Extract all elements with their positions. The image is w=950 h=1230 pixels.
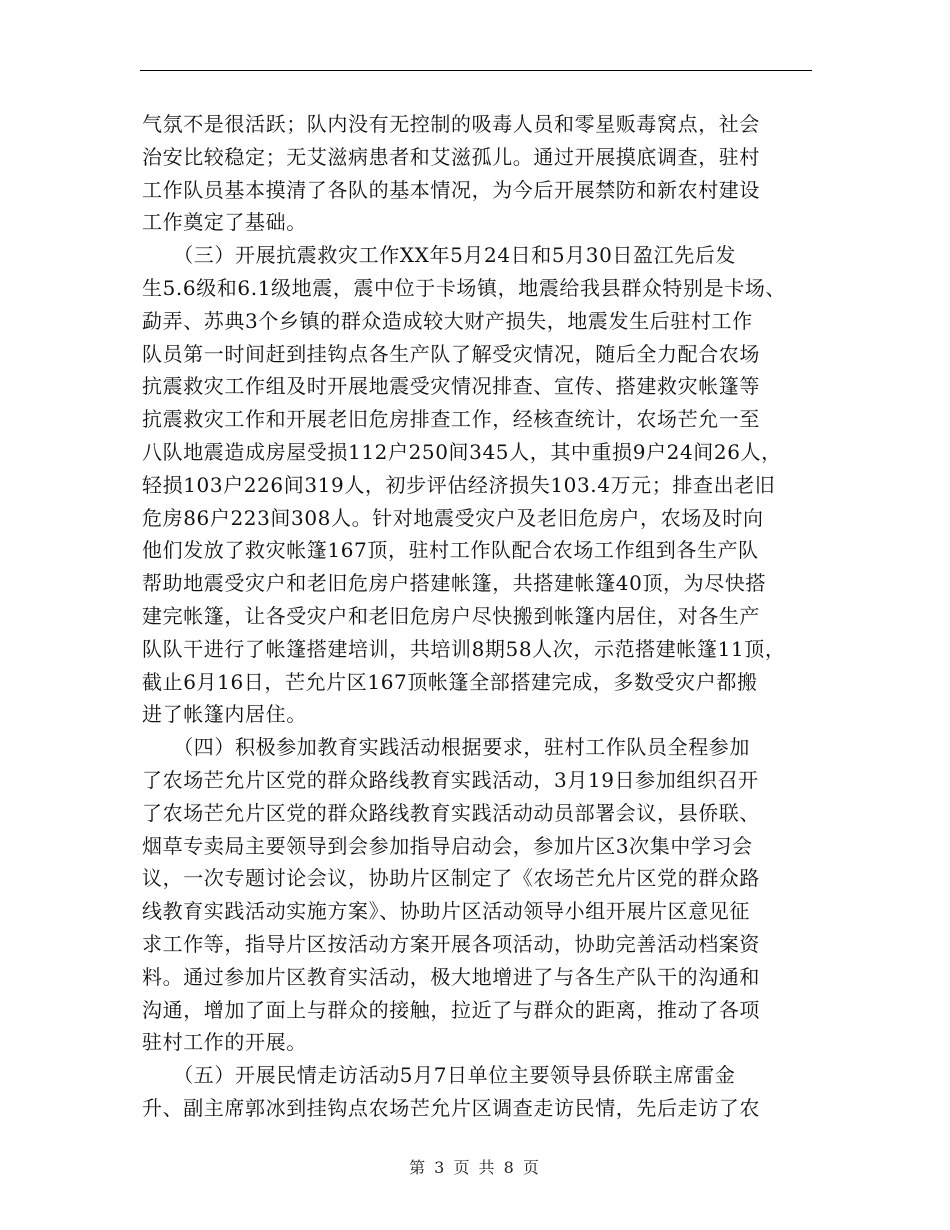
text-line: 进了帐篷内居住。 xyxy=(142,702,307,727)
text-line: 工作奠定了基础。 xyxy=(142,210,307,235)
text-line: 勐弄、苏典3个乡镇的群众造成较大财产损失，地震发生后驻村工作 xyxy=(142,308,753,333)
text-line: （四）积极参加教育实践活动根据要求，驻村工作队员全程参加 xyxy=(142,735,750,760)
text-line: 烟草专卖局主要领导到会参加指导启动会，参加片区3次集中学习会 xyxy=(142,833,753,858)
text-line: 建完帐篷，让各受灾户和老旧危房户尽快搬到帐篷内居住，对各生产 xyxy=(142,603,760,628)
text-line: 沟通，增加了面上与群众的接触，拉近了与群众的距离，推动了各项 xyxy=(142,997,760,1022)
text-line: 治安比较稳定；无艾滋病患者和艾滋孤儿。通过开展摸底调查，驻村 xyxy=(142,144,760,169)
text-line: 帮助地震受灾户和老旧危房户搭建帐篷，共搭建帐篷40顶，为尽快搭 xyxy=(142,571,767,596)
body-text xyxy=(142,108,832,1125)
text-line: 工作队员基本摸清了各队的基本情况，为今后开展禁防和新农村建设 xyxy=(142,177,760,202)
page-footer: 第 3 页 共 8 页 xyxy=(409,1158,541,1177)
text-line: 线教育实践活动实施方案》、协助片区活动领导小组开展片区意见征 xyxy=(142,899,750,924)
text-line: 求工作等，指导片区按活动方案开展各项活动，协助完善活动档案资 xyxy=(142,931,760,956)
text-line: 升、副主席郭冰到挂钩点农场芒允片区调查走访民情，先后走访了农 xyxy=(142,1095,760,1120)
text-line: 截止6月16日，芒允片区167顶帐篷全部搭建完成，多数受灾户都搬 xyxy=(142,669,758,694)
text-line: 抗震救灾工作组及时开展地震受灾情况排查、宣传、搭建救灾帐篷等 xyxy=(142,374,760,399)
text-line: 危房86户223间308人。针对地震受灾户及老旧危房户，农场及时向 xyxy=(142,505,764,530)
text-line: （五）开展民情走访活动5月7日单位主要领导县侨联主席雷金 xyxy=(142,1063,736,1088)
text-line: 驻村工作的开展。 xyxy=(142,1030,307,1055)
text-line: 抗震救灾工作和开展老旧危房排查工作，经核查统计，农场芒允一至 xyxy=(142,407,760,432)
text-line: 生5.6级和6.1级地震，震中位于卡场镇，地震给我县群众特别是卡场、 xyxy=(142,275,787,300)
text-line: 轻损103户226间319人，初步评估经济损失103.4万元；排查出老旧 xyxy=(142,472,776,497)
header-rule xyxy=(140,70,812,71)
text-line: 队队干进行了帐篷搭建培训，共培训8期58人次，示范搭建帐篷11顶， xyxy=(142,636,786,661)
text-line: 他们发放了救灾帐篷167顶，驻村工作队配合农场工作组到各生产队 xyxy=(142,538,759,563)
text-line: 气氛不是很活跃；队内没有无控制的吸毒人员和零星贩毒窝点，社会 xyxy=(142,112,760,136)
text-line: （三）开展抗震救灾工作XX年5月24日和5月30日盈江先后发 xyxy=(142,243,737,268)
text-line: 八队地震造成房屋受损112户250间345人，其中重损9户24间26人， xyxy=(142,439,782,464)
text-line: 了农场芒允片区党的群众路线教育实践活动动员部署会议，县侨联、 xyxy=(142,800,760,825)
text-line: 队员第一时间赶到挂钩点各生产队了解受灾情况，随后全力配合农场 xyxy=(142,341,760,366)
text-line: 料。通过参加片区教育实活动，极大地增进了与各生产队干的沟通和 xyxy=(142,964,760,989)
text-line: 议，一次专题讨论会议，协助片区制定了《农场芒允片区党的群众路 xyxy=(142,866,760,891)
text-line: 了农场芒允片区党的群众路线教育实践活动，3月19日参加组织召开 xyxy=(142,767,759,792)
